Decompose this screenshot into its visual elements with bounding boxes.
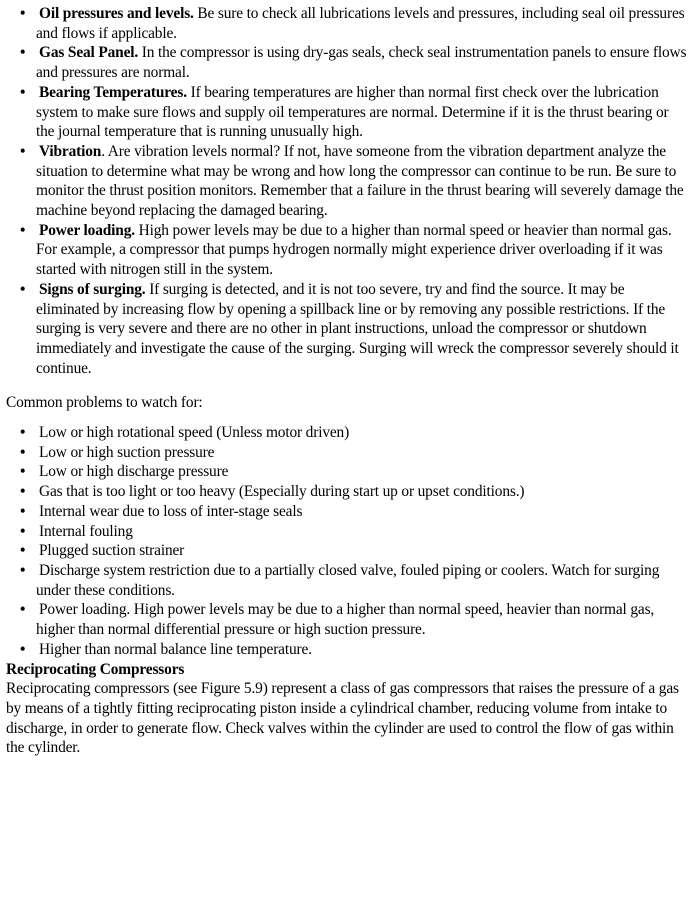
bullet-icon: •	[20, 443, 26, 461]
item-lead: Vibration	[39, 142, 102, 160]
list-item	[0, 4, 690, 43]
list-item	[0, 522, 690, 542]
list-item	[0, 142, 690, 221]
item-text: High power levels may be due to a higher than normal speed or heavier than normal gas. For example, a compressor that pumps hydrogen normally might experience driver overloading if it was started with nitrogen still in the system.	[36, 221, 672, 279]
document-page	[0, 4, 690, 758]
list-item	[0, 482, 690, 502]
item-text: Internal wear due to loss of inter-stage seals	[39, 502, 303, 520]
item-text: Internal fouling	[39, 522, 133, 540]
item-lead: Power loading.	[39, 221, 135, 239]
operating-checks-list	[0, 4, 690, 378]
list-item	[0, 541, 690, 561]
item-text: Be sure to check all lubrications levels and pressures, including seal oil pressures and flows if applicable.	[36, 5, 685, 42]
bullet-icon: •	[20, 221, 26, 239]
item-text: . Are vibration levels normal? If not, have someone from the vibration department analyze the situation to determine what may be wrong and how long the compressor can continue to be run. Be sure to monitor the thrust position monitors. Remember that a failure in the thrust bearing will severely damage the machine beyond replacing the damaged bearing.	[36, 142, 684, 220]
list-item	[0, 640, 690, 660]
item-lead: Gas Seal Panel.	[39, 44, 139, 62]
item-lead: Oil pressures and levels.	[39, 5, 194, 22]
item-lead: Signs of surging.	[39, 280, 146, 298]
bullet-icon: •	[20, 522, 26, 540]
common-problems-list	[0, 423, 690, 659]
item-text: If bearing temperatures are higher than normal first check over the lubrication system to make sure flows and supply oil temperatures are normal. Determine if it is the thrust bearing or the journal temperature that is running unusually high.	[36, 83, 669, 141]
bullet-icon: •	[20, 5, 26, 22]
list-item	[0, 280, 690, 379]
item-text: Gas that is too light or too heavy (Especially during start up or upset conditions.)	[39, 483, 525, 501]
bullet-icon: •	[20, 463, 26, 481]
bullet-icon: •	[20, 601, 26, 619]
list-item	[0, 600, 690, 639]
section-paragraph: Reciprocating compressors (see Figure 5.9) represent a class of gas compressors that raises the pressure of a gas by means of a tightly fitting reciprocating piston inside a cylindrical chamber, reducing volume from intake to discharge, in order to generate flow. Check valves within the cylinder are used to control the flow of gas within the cylinder.	[6, 680, 679, 757]
item-text: Low or high suction pressure	[39, 443, 215, 461]
item-text: If surging is detected, and it is not too severe, try and find the source. It may be eliminated by increasing flow by opening a spillback line or by removing any possible restrictions. If the surging is very severe and there are no other in plant instructions, unload the compressor or shutdown immediately and investigate the cause of the surging. Surging will wreck the compressor severely should it continue.	[36, 280, 679, 377]
list-item	[0, 423, 690, 443]
bullet-icon: •	[20, 483, 26, 501]
item-text: Low or high rotational speed (Unless motor driven)	[39, 424, 350, 442]
bullet-icon: •	[20, 424, 26, 442]
bullet-icon: •	[20, 502, 26, 520]
section-heading: Reciprocating Compressors	[6, 660, 185, 678]
list-item	[0, 502, 690, 522]
item-text: Plugged suction strainer	[39, 542, 185, 560]
item-text: Low or high discharge pressure	[39, 463, 229, 481]
list-item	[0, 43, 690, 82]
bullet-icon: •	[20, 83, 26, 101]
item-text: Discharge system restriction due to a partially closed valve, fouled piping or coolers. Watch for surging under these conditions.	[36, 561, 660, 599]
bullet-icon: •	[20, 280, 26, 298]
list-item	[0, 561, 690, 600]
bullet-icon: •	[20, 44, 26, 62]
item-lead: Bearing Temperatures.	[39, 83, 187, 101]
list-item	[0, 462, 690, 482]
item-text: Higher than normal balance line temperature.	[39, 640, 312, 658]
bullet-icon: •	[20, 542, 26, 560]
list-item	[0, 443, 690, 463]
bullet-icon: •	[20, 640, 26, 658]
list-item	[0, 221, 690, 280]
item-text: In the compressor is using dry-gas seals, check seal instrumentation panels to ensure flows and pressures are normal.	[36, 44, 687, 82]
problems-intro: Common problems to watch for:	[6, 394, 203, 412]
list-item	[0, 83, 690, 142]
bullet-icon: •	[20, 561, 26, 579]
item-text: Power loading. High power levels may be due to a higher than normal speed, heavier than normal gas, higher than normal differential pressure or high suction pressure.	[36, 601, 655, 639]
bullet-icon: •	[20, 142, 26, 160]
